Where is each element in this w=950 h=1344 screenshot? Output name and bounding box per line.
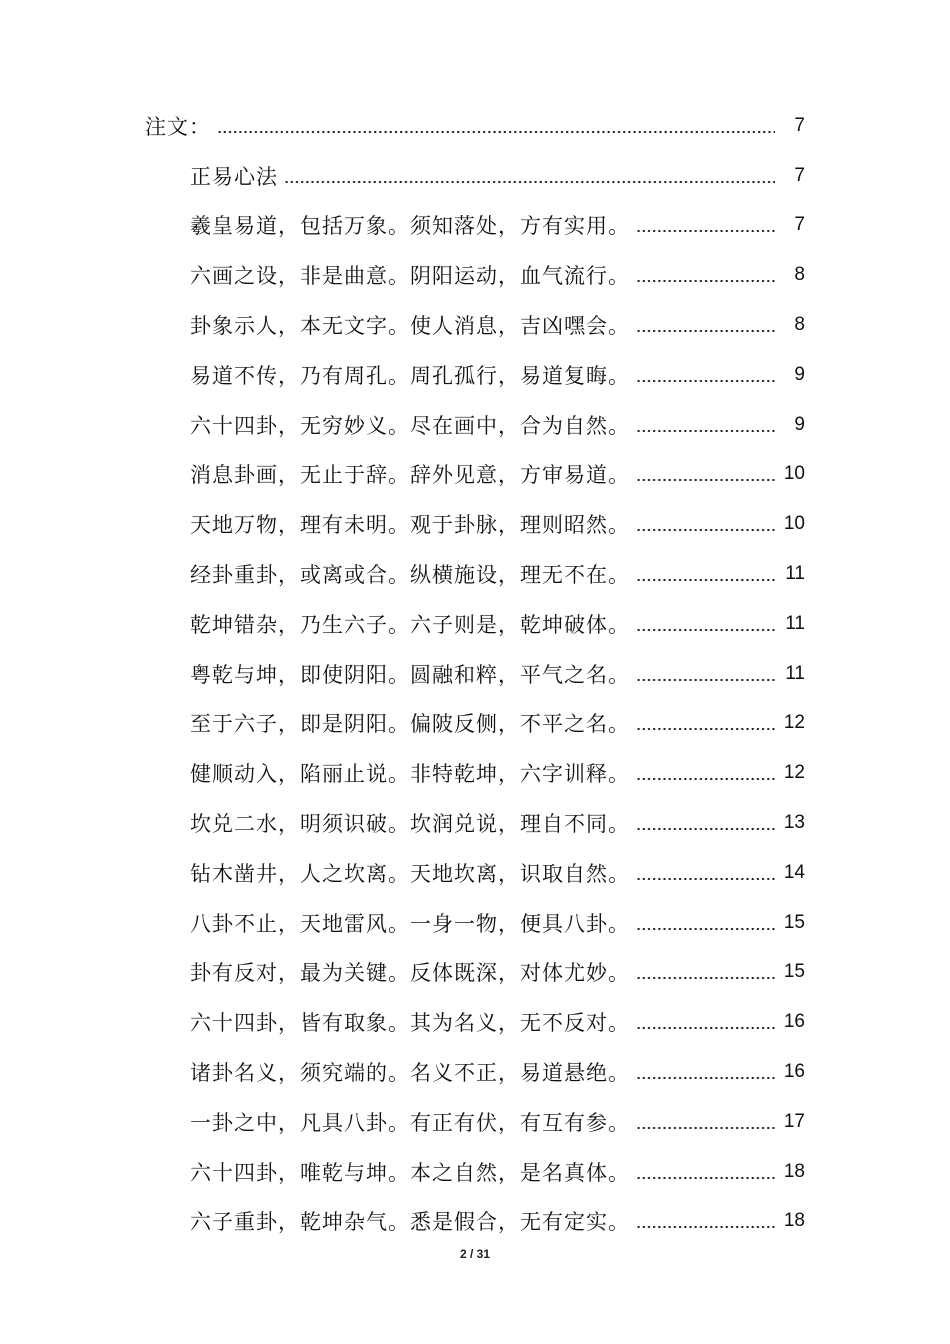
toc-entry-page-number: 11 [785, 662, 805, 684]
toc-entry-page-number: 10 [783, 463, 805, 485]
dot-leader [636, 1026, 775, 1030]
toc-entry[interactable] [0, 1147, 950, 1197]
toc-entry-page-number: 9 [794, 413, 805, 435]
toc-entry-title: 注文： [145, 114, 211, 139]
toc-entry-page-number: 7 [794, 164, 805, 186]
toc-entry[interactable] [0, 748, 950, 798]
table-of-contents [0, 101, 950, 1246]
toc-entry[interactable] [0, 250, 950, 300]
toc-entry[interactable] [0, 1047, 950, 1097]
toc-entry-page-number: 14 [783, 861, 805, 883]
toc-entry[interactable] [0, 848, 950, 898]
toc-entry-title: 六画之设，非是曲意。阴阳运动，血气流行。 [190, 264, 630, 289]
toc-entry-title: 卦象示人，本无文字。使人消息，吉凶嘿会。 [190, 314, 630, 339]
toc-entry-title: 六子重卦，乾坤杂气。悉是假合，无有定实。 [190, 1210, 630, 1235]
toc-entry-title: 羲皇易道，包括万象。须知落处，方有实用。 [190, 214, 630, 239]
dot-leader [636, 478, 775, 482]
toc-entry-page-number: 8 [794, 264, 805, 286]
toc-entry-title: 至于六子，即是阴阳。偏陂反侧，不平之名。 [190, 712, 630, 737]
dot-leader [284, 180, 775, 184]
toc-entry-title: 八卦不止，天地雷风。一身一物，便具八卦。 [190, 911, 630, 936]
toc-entry[interactable] [0, 450, 950, 500]
toc-entry-page-number: 15 [783, 961, 805, 983]
toc-entry-page-number: 9 [794, 363, 805, 385]
toc-entry[interactable] [0, 1197, 950, 1247]
dot-leader [636, 827, 775, 831]
toc-entry-page-number: 13 [783, 812, 805, 834]
toc-entry-page-number: 10 [783, 513, 805, 535]
toc-entry[interactable] [0, 151, 950, 201]
toc-entry-page-number: 7 [794, 114, 805, 136]
dot-leader [636, 1076, 775, 1080]
dot-leader [217, 130, 775, 134]
toc-entry-page-number: 8 [794, 314, 805, 336]
toc-entry[interactable] [0, 101, 950, 151]
dot-leader [636, 777, 775, 781]
toc-entry-title: 经卦重卦，或离或合。纵横施设，理无不在。 [190, 563, 630, 588]
toc-entry-title: 卦有反对，最为关键。反体既深，对体尤妙。 [190, 961, 630, 986]
dot-leader [636, 528, 775, 532]
dot-leader [636, 976, 775, 980]
toc-entry-page-number: 18 [783, 1210, 805, 1232]
toc-entry[interactable] [0, 599, 950, 649]
toc-entry[interactable] [0, 699, 950, 749]
dot-leader [636, 927, 775, 931]
toc-entry[interactable] [0, 1097, 950, 1147]
dot-leader [636, 727, 775, 731]
dot-leader [636, 429, 775, 433]
toc-entry[interactable] [0, 400, 950, 450]
toc-entry-title: 六十四卦，唯乾与坤。本之自然，是名真体。 [190, 1160, 630, 1185]
dot-leader [636, 279, 775, 283]
toc-entry-page-number: 7 [794, 214, 805, 236]
toc-entry[interactable] [0, 201, 950, 251]
toc-entry[interactable] [0, 300, 950, 350]
dot-leader [636, 578, 775, 582]
toc-entry-title: 消息卦画，无止于辞。辞外见意，方审易道。 [190, 463, 630, 488]
toc-entry-page-number: 12 [783, 762, 805, 784]
toc-entry-page-number: 16 [783, 1011, 805, 1033]
dot-leader [636, 678, 775, 682]
toc-entry[interactable] [0, 898, 950, 948]
toc-entry[interactable] [0, 997, 950, 1047]
toc-entry-title: 一卦之中，凡具八卦。有正有伏，有互有参。 [190, 1110, 630, 1135]
dot-leader [636, 379, 775, 383]
toc-entry-title: 健顺动入，陷丽止说。非特乾坤，六字训释。 [190, 762, 630, 787]
toc-entry-page-number: 17 [783, 1110, 805, 1132]
toc-entry-title: 六十四卦，皆有取象。其为名义，无不反对。 [190, 1011, 630, 1036]
toc-entry[interactable] [0, 798, 950, 848]
toc-entry-title: 坎兑二水，明须识破。坎润兑说，理自不同。 [190, 812, 630, 837]
toc-entry[interactable] [0, 948, 950, 998]
dot-leader [636, 229, 775, 233]
dot-leader [636, 329, 775, 333]
toc-entry-title: 正易心法 [190, 164, 278, 189]
toc-entry-title: 诸卦名义，须究端的。名义不正，易道悬绝。 [190, 1061, 630, 1086]
toc-entry-page-number: 16 [783, 1061, 805, 1083]
toc-entry-page-number: 11 [785, 612, 805, 634]
toc-entry[interactable] [0, 499, 950, 549]
dot-leader [636, 1225, 775, 1229]
toc-entry-page-number: 12 [783, 712, 805, 734]
toc-entry[interactable] [0, 649, 950, 699]
dot-leader [636, 628, 775, 632]
toc-entry-title: 粤乾与坤，即使阴阳。圆融和粹，平气之名。 [190, 662, 630, 687]
toc-entry[interactable] [0, 350, 950, 400]
toc-entry-title: 乾坤错杂，乃生六子。六子则是，乾坤破体。 [190, 612, 630, 637]
toc-entry-page-number: 18 [783, 1160, 805, 1182]
dot-leader [636, 1176, 775, 1180]
page-number-footer: 2 / 31 [459, 1247, 491, 1261]
toc-entry-title: 天地万物，理有未明。观于卦脉，理则昭然。 [190, 513, 630, 538]
toc-entry-title: 六十四卦，无穷妙义。尽在画中，合为自然。 [190, 413, 630, 438]
dot-leader [636, 877, 775, 881]
toc-entry[interactable] [0, 549, 950, 599]
toc-entry-title: 易道不传，乃有周孔。周孔孤行，易道复晦。 [190, 363, 630, 388]
dot-leader [636, 1126, 775, 1130]
toc-entry-page-number: 11 [785, 563, 805, 585]
toc-entry-title: 钻木凿井，人之坎离。天地坎离，识取自然。 [190, 861, 630, 886]
toc-entry-page-number: 15 [783, 911, 805, 933]
